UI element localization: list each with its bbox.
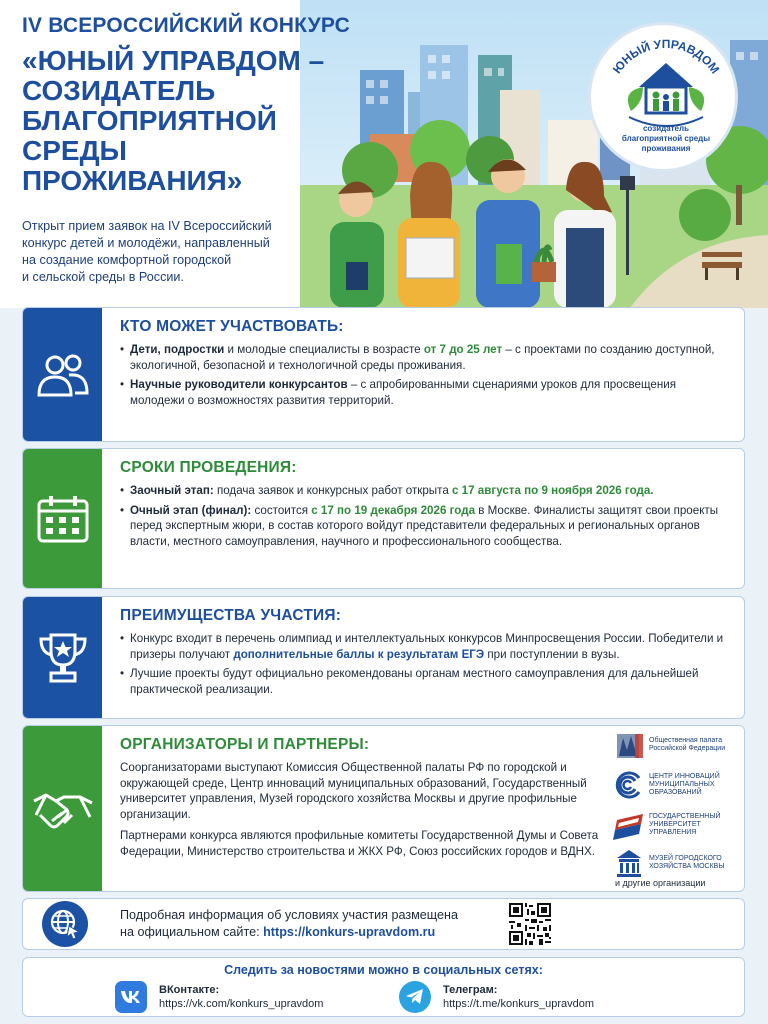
hero-heading (22, 14, 382, 196)
telegram-link[interactable]: https://t.me/konkurs_upravdom (443, 998, 595, 1010)
social-bar (22, 957, 745, 1017)
org-logo-innovation-center: ЦЕНТР ИННОВАЦИЙ МУНИЦИПАЛЬНЫХ ОБРАЗОВАНИЙ (613, 768, 741, 802)
list-item: • Лучшие проекты будут официально рекомендованы органам местного самоуправления для дальнейшей практической реализации. (120, 666, 730, 697)
list-item: • Конкурс входит в перечень олимпиад и интеллектуальных конкурсов Минпросвещения России. Победители и призеры получают дополнительные баллы к результатам ЕГЭ при поступлении в вузы. (120, 631, 730, 662)
contest-number: IV ВСЕРОССИЙСКИЙ КОНКУРС (22, 14, 350, 37)
section-organizers (22, 725, 745, 892)
spiral-c-logo-icon (613, 770, 645, 800)
info-line: Подробная информация об условиях участия размещена (120, 908, 458, 922)
svg-text:проживания: проживания (641, 144, 691, 153)
section-title: ПРЕИМУЩЕСТВА УЧАСТИЯ: (120, 607, 342, 624)
section-title: ОРГАНИЗАТОРЫ И ПАРТНЕРЫ: (120, 736, 370, 753)
vk-link[interactable]: https://vk.com/konkurs_upravdom (159, 998, 324, 1010)
svg-text:ЮНЫЙ УПРАВДОМ: ЮНЫЙ УПРАВДОМ (609, 37, 723, 77)
list-item: • Заочный этап: подача заявок и конкурсных работ открыта с 17 августа по 9 ноября 2026 года. (120, 483, 730, 499)
svg-text:благоприятной среды: благоприятной среды (621, 134, 711, 143)
section-who (22, 307, 745, 442)
trophy-icon (36, 631, 90, 685)
social-title: Следить за новостями можно в социальных сетях: (224, 963, 543, 977)
section-terms (22, 448, 745, 589)
vk-icon (115, 981, 147, 1013)
org-logo-university: ГОСУДАРСТВЕННЫЙ УНИВЕРСИТЕТ УПРАВЛЕНИЯ (613, 808, 741, 842)
globe-cursor-icon (49, 908, 81, 940)
official-site-link[interactable]: https://konkurs-upravdom.ru (263, 925, 436, 939)
section-benefits (22, 596, 745, 719)
people-icon (35, 351, 91, 399)
organizer-logos (613, 726, 741, 892)
telegram-contact[interactable]: Телеграм: https://t.me/konkurs_upravdom (399, 980, 594, 1014)
info-bar: Подробная информация об условиях участия размещена на официальном сайте: https://konkurs-upravdom.ru (22, 898, 745, 950)
public-chamber-emblem-icon (613, 730, 645, 760)
section-title: КТО МОЖЕТ УЧАСТВОВАТЬ: (120, 318, 344, 335)
partners-paragraph: Партнерами конкурса являются профильные комитеты Государственной Думы и Совета Федерации, Министерство строительства и ЖКХ РФ, Союз российских городов и ВДНХ. (120, 829, 599, 858)
university-logo-icon (613, 810, 645, 840)
telegram-icon (399, 981, 431, 1013)
contest-title: «ЮНЫЙ УПРАВДОМ – СОЗИДАТЕЛЬ БЛАГОПРИЯТНОЙ СРЕДЫ ПРОЖИВАНИЯ» (22, 45, 325, 196)
list-item: • Очный этап (финал): состоится с 17 по 19 декабря 2026 года в Москве. Финалисты защитят свои проекты перед экспертным жюри, в состав которого войдут представители федеральных и региональных органов власти, местного самоуправления, научного и профессионального сообщества. (120, 503, 730, 550)
handshake-icon (32, 787, 94, 831)
museum-building-icon (613, 848, 645, 878)
organizers-paragraph: Соорганизаторами выступают Комиссия Общественной палаты РФ по городской и окружающей среде, Центр инноваций муниципальных образований, Государственный университет управления, Музей городского хозяйства Москвы и другие профильные организации. (120, 761, 587, 821)
list-item: • Дети, подростки и молодые специалисты в возрасте от 7 до 25 лет – с проектами по созданию доступной, экологичной, безопасной и технологичной среды проживания. (120, 342, 730, 373)
intro-text: Открыт прием заявок на IV Всероссийский конкурс детей и молодёжи, направленный на создание комфортной городской и сельской среды в России. (22, 219, 272, 284)
qr-code-icon (507, 901, 553, 947)
contest-logo (588, 22, 738, 172)
calendar-icon (36, 493, 90, 545)
svg-text:созидатель: созидатель (642, 124, 690, 133)
house-family-icon (591, 25, 741, 175)
other-organizations: и другие организации (615, 878, 706, 888)
vk-contact[interactable]: ВКонтакте: https://vk.com/konkurs_upravdom (115, 980, 323, 1014)
org-logo-public-chamber: Общественная палата Российской Федерации (613, 728, 741, 762)
section-title: СРОКИ ПРОВЕДЕНИЯ: (120, 459, 297, 476)
org-logo-museum: МУЗЕЙ ГОРОДСКОГО ХОЗЯЙСТВА МОСКВЫ (613, 846, 741, 880)
hero-banner (0, 0, 768, 308)
list-item: • Научные руководители конкурсантов – с апробированными сценариями уроков для просвещения молодежи о возможностях развития территорий. (120, 377, 730, 408)
